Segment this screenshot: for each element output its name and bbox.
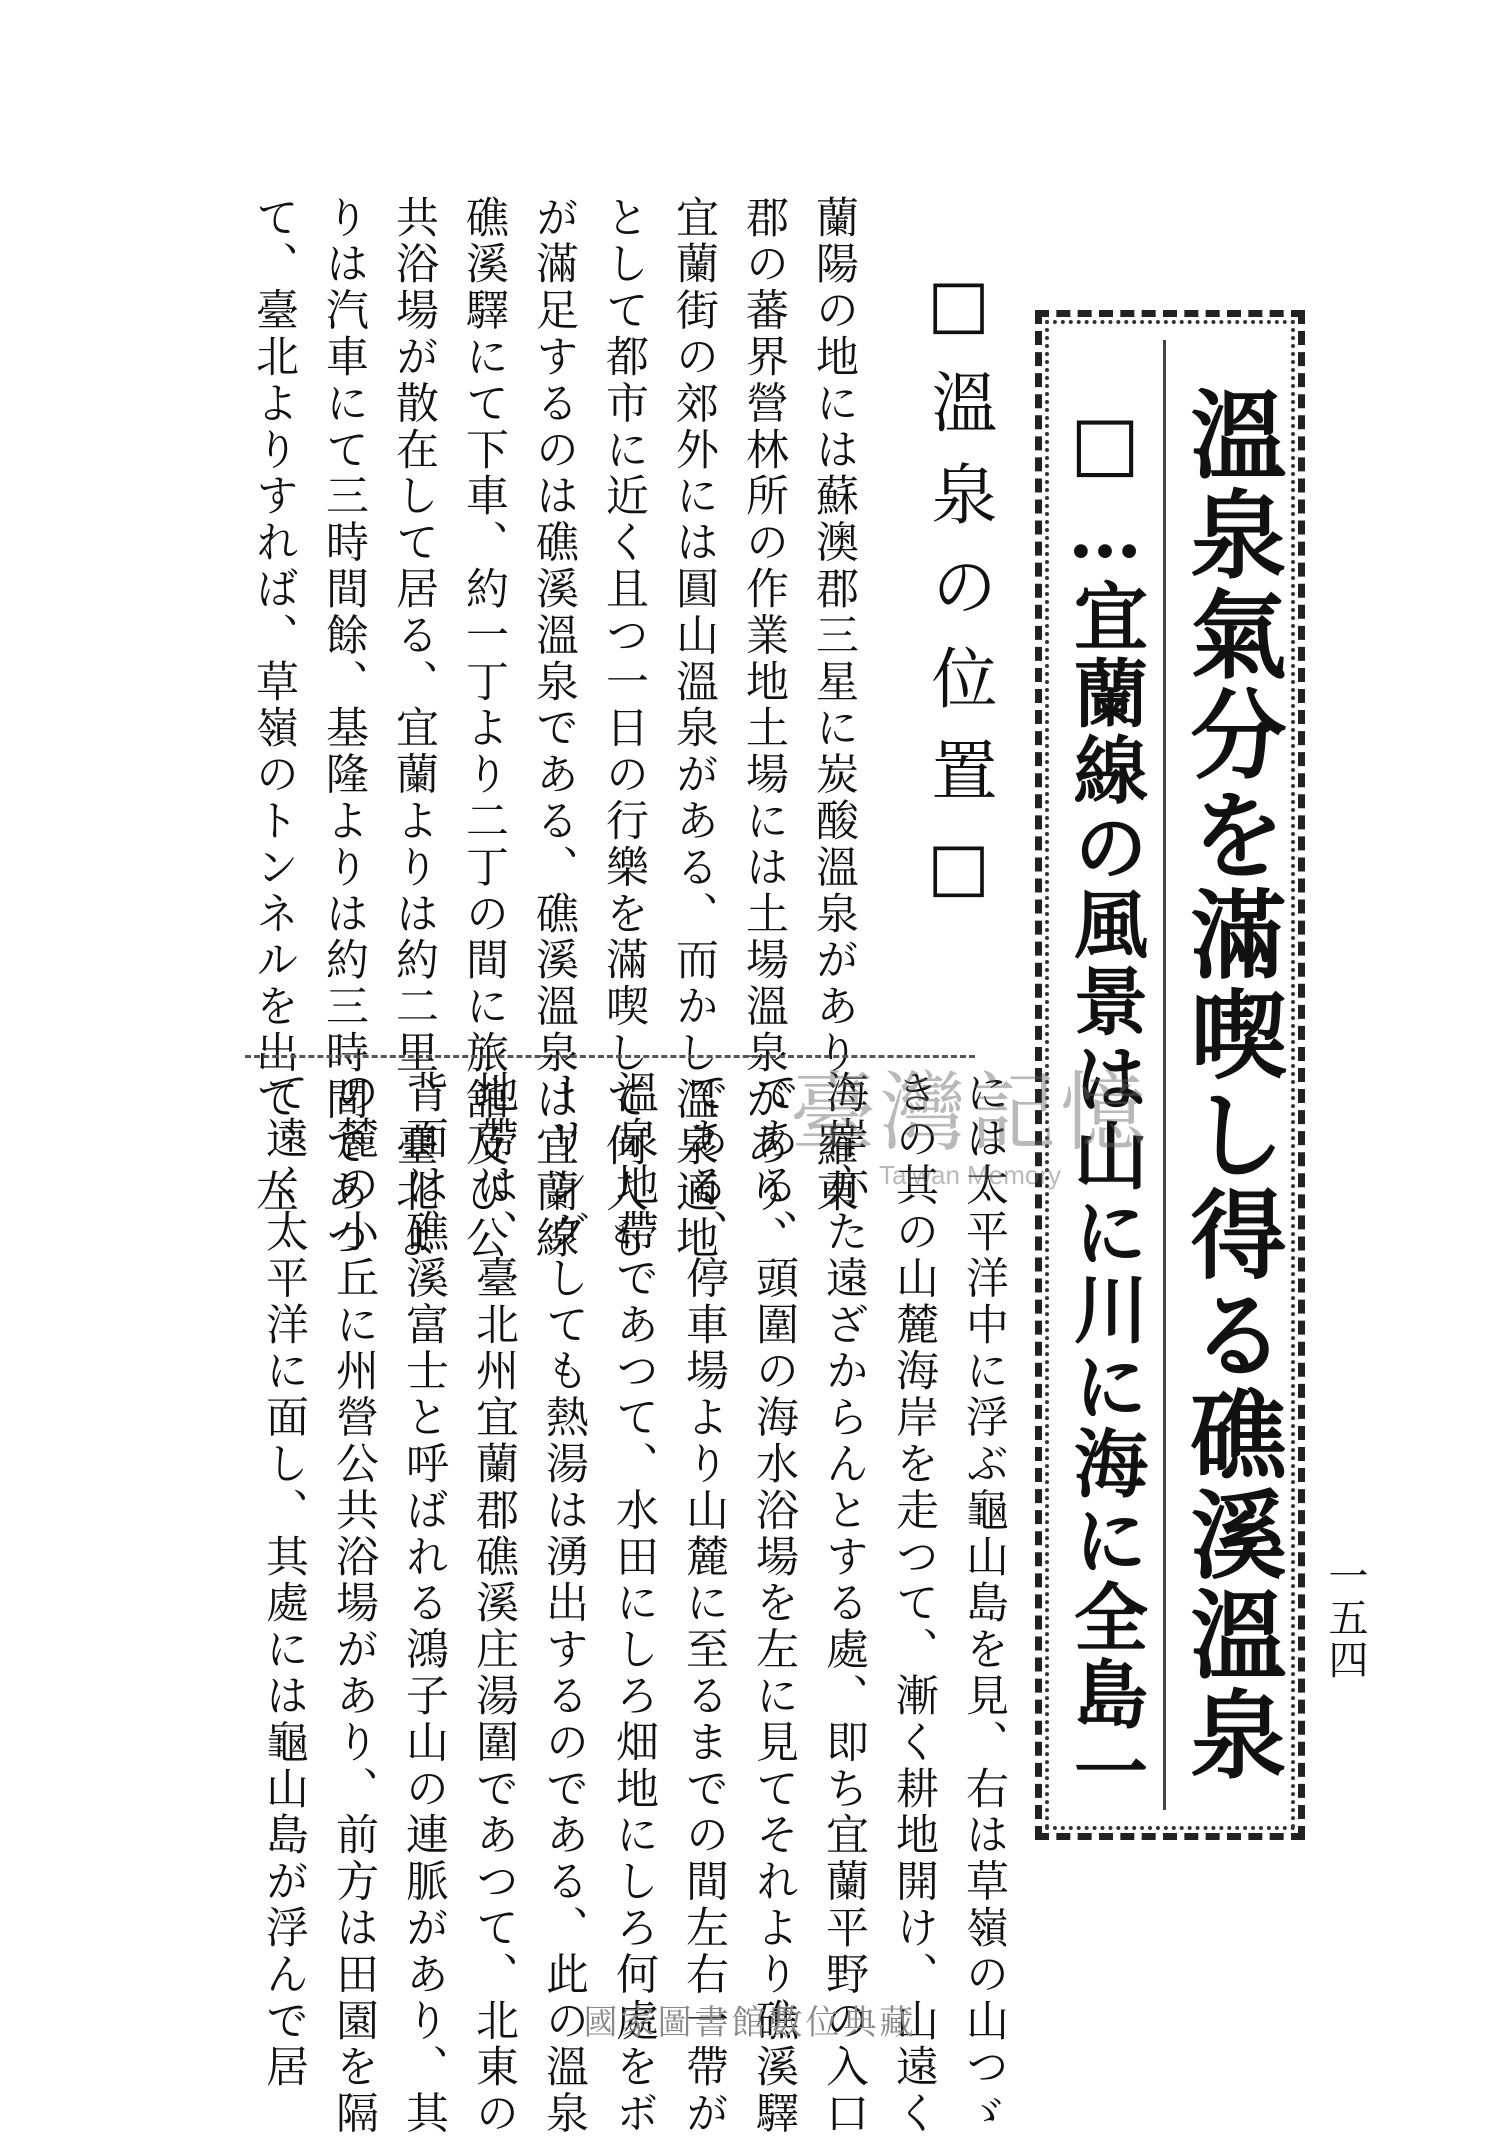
upper-column-8: りは汽車にて三時間餘、基隆よりは約三時間であつ: [319, 195, 369, 1263]
lower-column-8: 地帶は、臺北州宜蘭郡礁溪庄湯圍であつて、北東の: [469, 1070, 519, 2137]
upper-column-4: として都市に近く且つ一日の行樂を滿喫して何人も: [599, 195, 649, 1263]
upper-column-3: 宜蘭街の郊外には圓山溫泉がある、而かし溫泉適地: [669, 195, 719, 1263]
page-number: 一五四: [1322, 1555, 1368, 1681]
watermark-subtext: Taiwan Memory: [878, 1160, 1062, 1190]
lower-column-9: 背面は礁溪富士と呼ばれる鴻子山の連脈があり、其: [399, 1070, 449, 2137]
footer-credit: 國家圖書館數位典藏: [583, 2003, 917, 2043]
lower-column-11: て遠く太平洋に面し、其處には龜山島が浮んで居: [259, 1070, 309, 2091]
upper-column-6: 礁溪驛にて下車、約一丁より二丁の間に旅舘及び公: [459, 195, 509, 1263]
main-title: 溫泉氣分を滿喫し得る礁溪溫泉: [1175, 385, 1288, 1785]
lower-column-10: の麓の小丘に州營公共浴場があり、前方は田園を隔: [329, 1070, 379, 2137]
lower-column-5: である、停車場より山麓に至るまでの間左右一帶が: [679, 1070, 729, 2137]
watermark-text: 臺灣記憶: [790, 1063, 1150, 1163]
upper-column-7: 共浴場が散在して居る、宜蘭よりは約二里、臺北よ: [389, 195, 439, 1263]
lower-column-4: である、頭圍の海水浴場を左に見てそれより礁溪驛: [749, 1070, 799, 2137]
title-divider: [1163, 340, 1166, 1810]
section-heading: □溫泉の位置□: [920, 265, 997, 931]
lower-column-1: には太平洋中に浮ぶ龜山島を見、右は草嶺の山つゞ: [959, 1070, 1009, 2137]
upper-column-2: 郡の蕃界營林所の作業地土場には土場溫泉があり、: [739, 195, 789, 1263]
upper-column-1: 蘭陽の地には蘇澳郡三星に炭酸溫泉があり、羅東: [809, 195, 859, 1216]
lower-column-3: 海岸亦た遠ざからんとする處、即ち宜蘭平野の入口: [819, 1070, 869, 2137]
lower-column-7: ーリングしても熱湯は湧出するのである、此の溫泉: [539, 1070, 589, 2137]
section-divider: [245, 1055, 975, 1058]
lower-column-2: きの其の山麓海岸を走つて、漸く耕地開け、山遠く: [889, 1070, 939, 2137]
upper-column-9: て、臺北よりすれば、草嶺のトンネルを出て、左: [249, 195, 299, 1216]
lower-column-6: 溫泉地帶であつて、水田にしろ畑地にしろ何處をボ: [609, 1070, 659, 2137]
watermark: [790, 1063, 1150, 1191]
subtitle: □…宜蘭線の風景は山に川に海に全島一: [1062, 400, 1148, 1810]
upper-column-5: が滿足するのは礁溪溫泉である、礁溪溫泉は宜蘭線: [529, 195, 579, 1263]
